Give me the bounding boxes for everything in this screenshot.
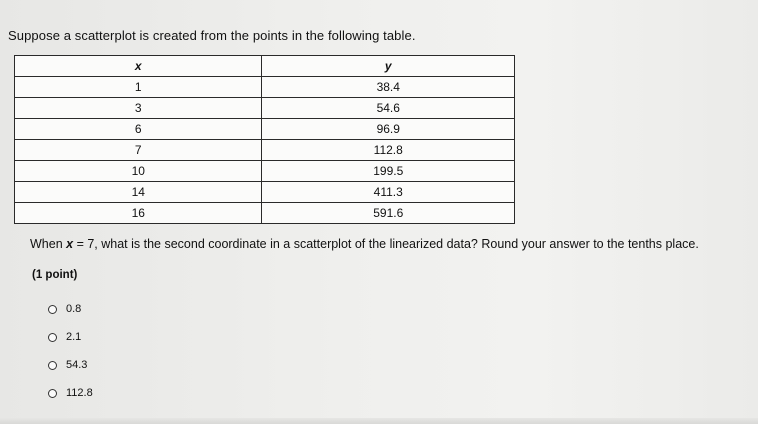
answer-choice-label: 2.1 [66, 331, 82, 343]
question-suffix: = 7, what is the second coordinate in a scatterplot of the linearized data? Round your answer to the tenths place. [73, 237, 699, 251]
answer-choice[interactable] [48, 299, 81, 319]
table-cell-y: 38.4 [262, 77, 515, 98]
question-variable: x [66, 237, 74, 251]
table-header-row [15, 56, 515, 77]
table-cell-y: 199.5 [262, 161, 515, 182]
answer-choice[interactable] [48, 383, 93, 403]
answer-choice-label: 112.8 [66, 387, 93, 399]
table-cell-x: 1 [15, 77, 262, 98]
column-header-x: x [15, 56, 262, 77]
table-row [15, 98, 515, 119]
radio-button[interactable] [48, 333, 57, 342]
table-cell-y: 112.8 [262, 140, 515, 161]
table-cell-y: 591.6 [262, 203, 515, 224]
answer-choice[interactable] [48, 327, 81, 347]
intro-text: Suppose a scatterplot is created from the points in the following table. [8, 28, 416, 43]
table-cell-y: 411.3 [262, 182, 515, 203]
table-cell-x: 3 [15, 98, 262, 119]
table-row [15, 77, 515, 98]
data-table [14, 55, 515, 224]
radio-button[interactable] [48, 305, 57, 314]
question-prefix: When [30, 237, 67, 251]
answer-choice-label: 0.8 [66, 303, 82, 315]
table-row [15, 119, 515, 140]
table-row [15, 182, 515, 203]
table-cell-x: 14 [15, 182, 262, 203]
table-cell-x: 7 [15, 140, 262, 161]
table-cell-y: 54.6 [262, 98, 515, 119]
bottom-edge [0, 418, 758, 424]
table-row [15, 203, 515, 224]
question-text [30, 237, 699, 251]
column-header-y: y [262, 56, 515, 77]
answer-choice[interactable] [48, 355, 87, 375]
points-label: (1 point) [32, 269, 78, 281]
radio-button[interactable] [48, 389, 57, 398]
table-cell-x: 10 [15, 161, 262, 182]
answer-choice-label: 54.3 [66, 359, 88, 371]
table-cell-x: 6 [15, 119, 262, 140]
radio-button[interactable] [48, 361, 57, 370]
table-row [15, 161, 515, 182]
table-cell-y: 96.9 [262, 119, 515, 140]
table-row [15, 140, 515, 161]
table-cell-x: 16 [15, 203, 262, 224]
